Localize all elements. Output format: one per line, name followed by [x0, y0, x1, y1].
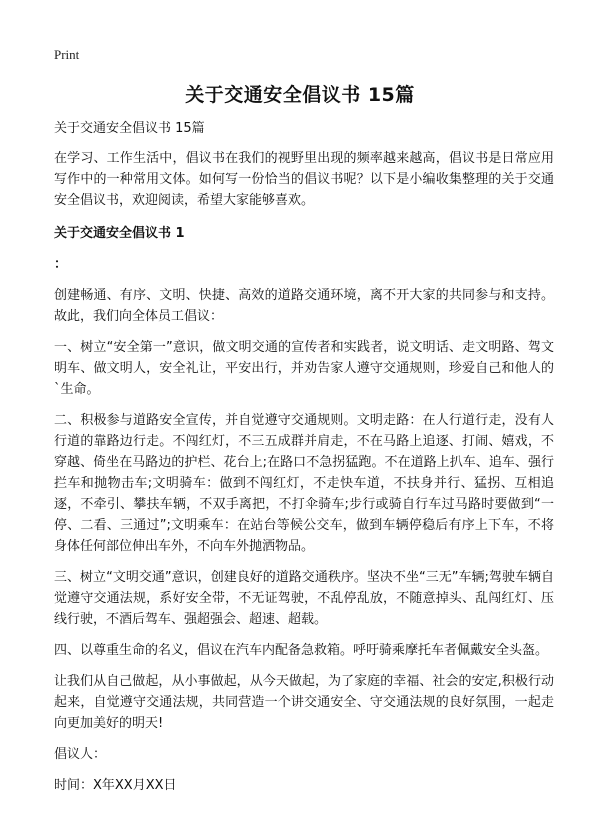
paragraph-opening: 创建畅通、有序、文明、快捷、高效的道路交通环境，离不开大家的共同参与和支持。故此，我们向全体员工倡议：	[54, 288, 554, 324]
document-body	[54, 118, 554, 806]
intro-paragraph: 在学习、工作生活中，倡议书在我们的视野里出现的频率越来越高，倡议书是日常应用写作中的一种常用文体。如何写一份恰当的倡议书呢？以下是小编收集整理的关于交通安全倡议书，欢迎阅读，希望大家能够喜欢。	[54, 151, 554, 208]
document-subtitle: 关于交通安全倡议书 15篇	[54, 121, 205, 136]
paragraph-item-2: 二、积极参与道路安全宣传，并自觉遵守交通规则。文明走路：在人行道行走，没有人行道的靠路边行走。不闯红灯，不三五成群并肩走，不在马路上追逐、打闹、嬉戏，不穿越、倚坐在马路边的护栏、花台上;在路口不急拐猛跑。不在道路上扒车、追车、强行拦车和抛物击车;文明骑车：做到不闯红灯，不走快车道，不扶身并行、猛拐、互相追逐，不牵引、攀扶车辆，不双手离把，不打伞骑车;步行或骑自行车过马路时要做到“一停、二看、三通过”;文明乘车：在站台等候公交车，做到车辆停稳后有序上下车，不将身体任何部位伸出车外，不向车外抛洒物品。	[54, 413, 554, 554]
print-link[interactable]: Print	[54, 47, 80, 62]
paragraph-closing: 让我们从自己做起，从小事做起，从今天做起，为了家庭的幸福、社会的安定,积极行动起来，自觉遵守交通法规，共同营造一个讲交通安全、守交通法规的良好氛围，一起走向更加美好的明天!	[54, 674, 554, 731]
time-label: 时间：X年XX月XX日	[54, 778, 177, 793]
signer-label: 倡议人：	[54, 747, 107, 762]
colon-mark: ：	[54, 257, 68, 272]
section-heading: 关于交通安全倡议书 1	[54, 226, 185, 241]
page-title: 关于交通安全倡议书 15篇	[185, 84, 415, 106]
paragraph-item-3: 三、树立“文明交通”意识，创建良好的道路交通秩序。坚决不坐“三无”车辆;驾驶车辆自觉遵守交通法规，系好安全带，不无证驾驶，不乱停乱放，不随意掉头、乱闯红灯、压线行驶，不酒后驾车、强超强会、超速、超载。	[54, 570, 554, 627]
paragraph-item-1: 一、树立“安全第一”意识，做文明交通的宣传者和实践者，说文明话、走文明路、驾文明车、做文明人，安全礼让，平安出行，并劝告家人遵守交通规则，珍爱自己和他人的`生命。	[54, 340, 554, 397]
paragraph-item-4: 四、以尊重生命的名义，倡议在汽车内配备急救箱。呼吁骑乘摩托车者佩戴安全头盔。	[54, 643, 549, 658]
